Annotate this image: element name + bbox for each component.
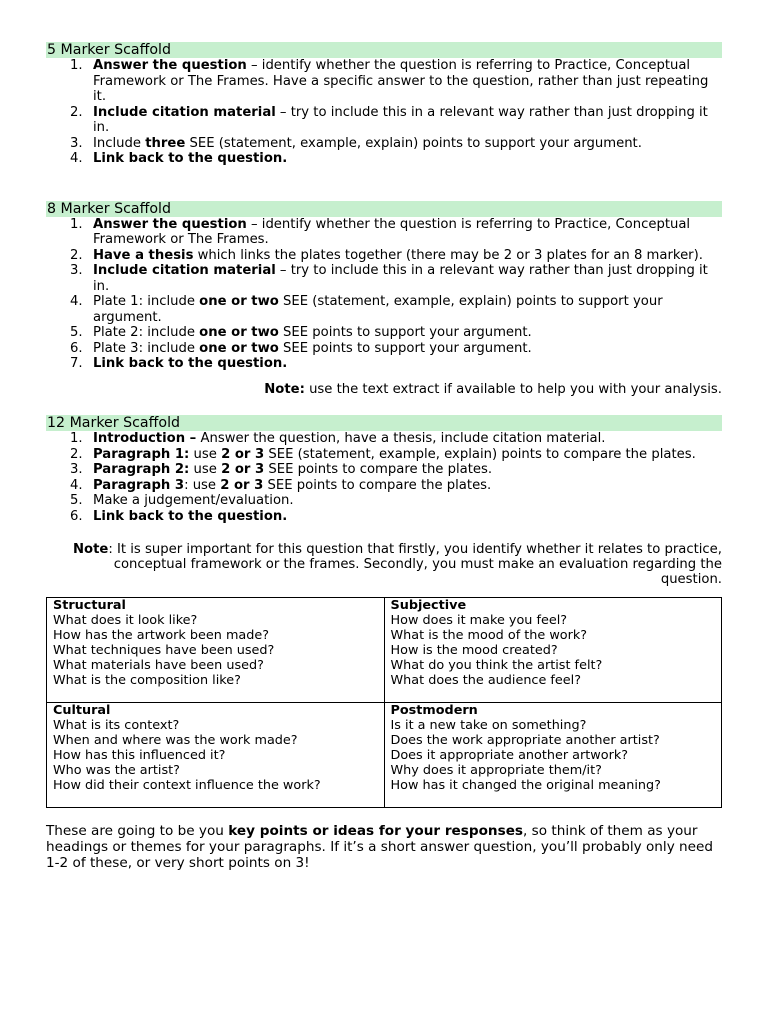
list-item: 1. Answer the question – identify whether the question is referring to Practice, Conceptual Framework or The Frames. — [70, 216, 691, 247]
table-cell-postmodern: Postmodern Is it a new take on something? Does the work appropriate another artist? Does it appropriate another artwork? Why does it appropriate them/it? How has it changed the original meaning? — [384, 703, 722, 808]
list-item: 3. Include citation material – try to include this in a relevant way rather than just dropping it in. — [70, 263, 708, 294]
table-row — [47, 598, 722, 703]
list-item: 3. Paragraph 2: use 2 or 3 SEE points to compare the plates. — [70, 462, 493, 477]
list-item: 2. Have a thesis which links the plates together (there may be 2 or 3 plates for an 8 marker). — [70, 247, 703, 263]
list-item: 2. Paragraph 1: use 2 or 3 SEE (statement, example, explain) points to compare the plates. — [70, 446, 696, 462]
frames-table — [46, 597, 722, 808]
list-item: 7. Link back to the question. — [70, 356, 288, 371]
scaffold-list-5-marker — [46, 58, 722, 167]
document-page — [46, 42, 722, 871]
table-cell-structural: Structural What does it look like? How has the artwork been made? What techniques have been used? What materials have been used? What is the composition like? — [47, 598, 385, 703]
list-item: 5. Make a judgement/evaluation. — [70, 493, 294, 508]
list-item: 1. Introduction – Answer the question, have a thesis, include citation material. — [70, 431, 606, 446]
note-8-marker: Note: use the text extract if available to help you with your analysis. — [264, 381, 722, 397]
closing-paragraph: These are going to be you key points or ideas for your responses, so think of them as your headings or themes for your paragraphs. If it’s a short answer question, you’ll probably only need 1-2 of these, or very short points on 3! — [46, 823, 714, 871]
list-item: 3. Include three SEE (statement, example, explain) points to support your argument. — [70, 135, 642, 151]
scaffold-list-12-marker — [46, 431, 722, 524]
section-heading-12-marker: 12 Marker Scaffold — [46, 415, 722, 431]
list-item: 4. Plate 1: include one or two SEE (statement, example, explain) points to support your argument. — [70, 294, 663, 325]
list-item: 1. Answer the question – identify whether the question is referring to Practice, Conceptual Framework or The Frames. Have a specific answer to the question, rather than just repeating it. — [70, 58, 709, 104]
list-item: 2. Include citation material – try to include this in a relevant way rather than just dropping it in. — [70, 104, 708, 135]
scaffold-list-8-marker — [46, 217, 722, 372]
list-item: 6. Link back to the question. — [70, 508, 288, 524]
table-row — [47, 703, 722, 808]
list-item: 5. Plate 2: include one or two SEE points to support your argument. — [70, 325, 532, 340]
table-cell-cultural: Cultural What is its context? When and where was the work made? How has this influenced it? Who was the artist? How did their context influence the work? — [47, 703, 385, 808]
table-cell-subjective: Subjective How does it make you feel? What is the mood of the work? How is the mood created? What do you think the artist felt? What does the audience feel? — [384, 598, 722, 703]
note-12-marker: Note: It is super important for this question that firstly, you identify whether it relates to practice, conceptual framework or the frames. Secondly, you must make an evaluation regarding the question. — [73, 542, 722, 587]
section-heading-5-marker: 5 Marker Scaffold — [46, 42, 722, 58]
list-item: 4. Link back to the question. — [70, 151, 288, 166]
list-item: 4. Paragraph 3: use 2 or 3 SEE points to compare the plates. — [70, 477, 492, 493]
list-item: 6. Plate 3: include one or two SEE points to support your argument. — [70, 340, 532, 356]
section-heading-8-marker: 8 Marker Scaffold — [46, 201, 722, 217]
